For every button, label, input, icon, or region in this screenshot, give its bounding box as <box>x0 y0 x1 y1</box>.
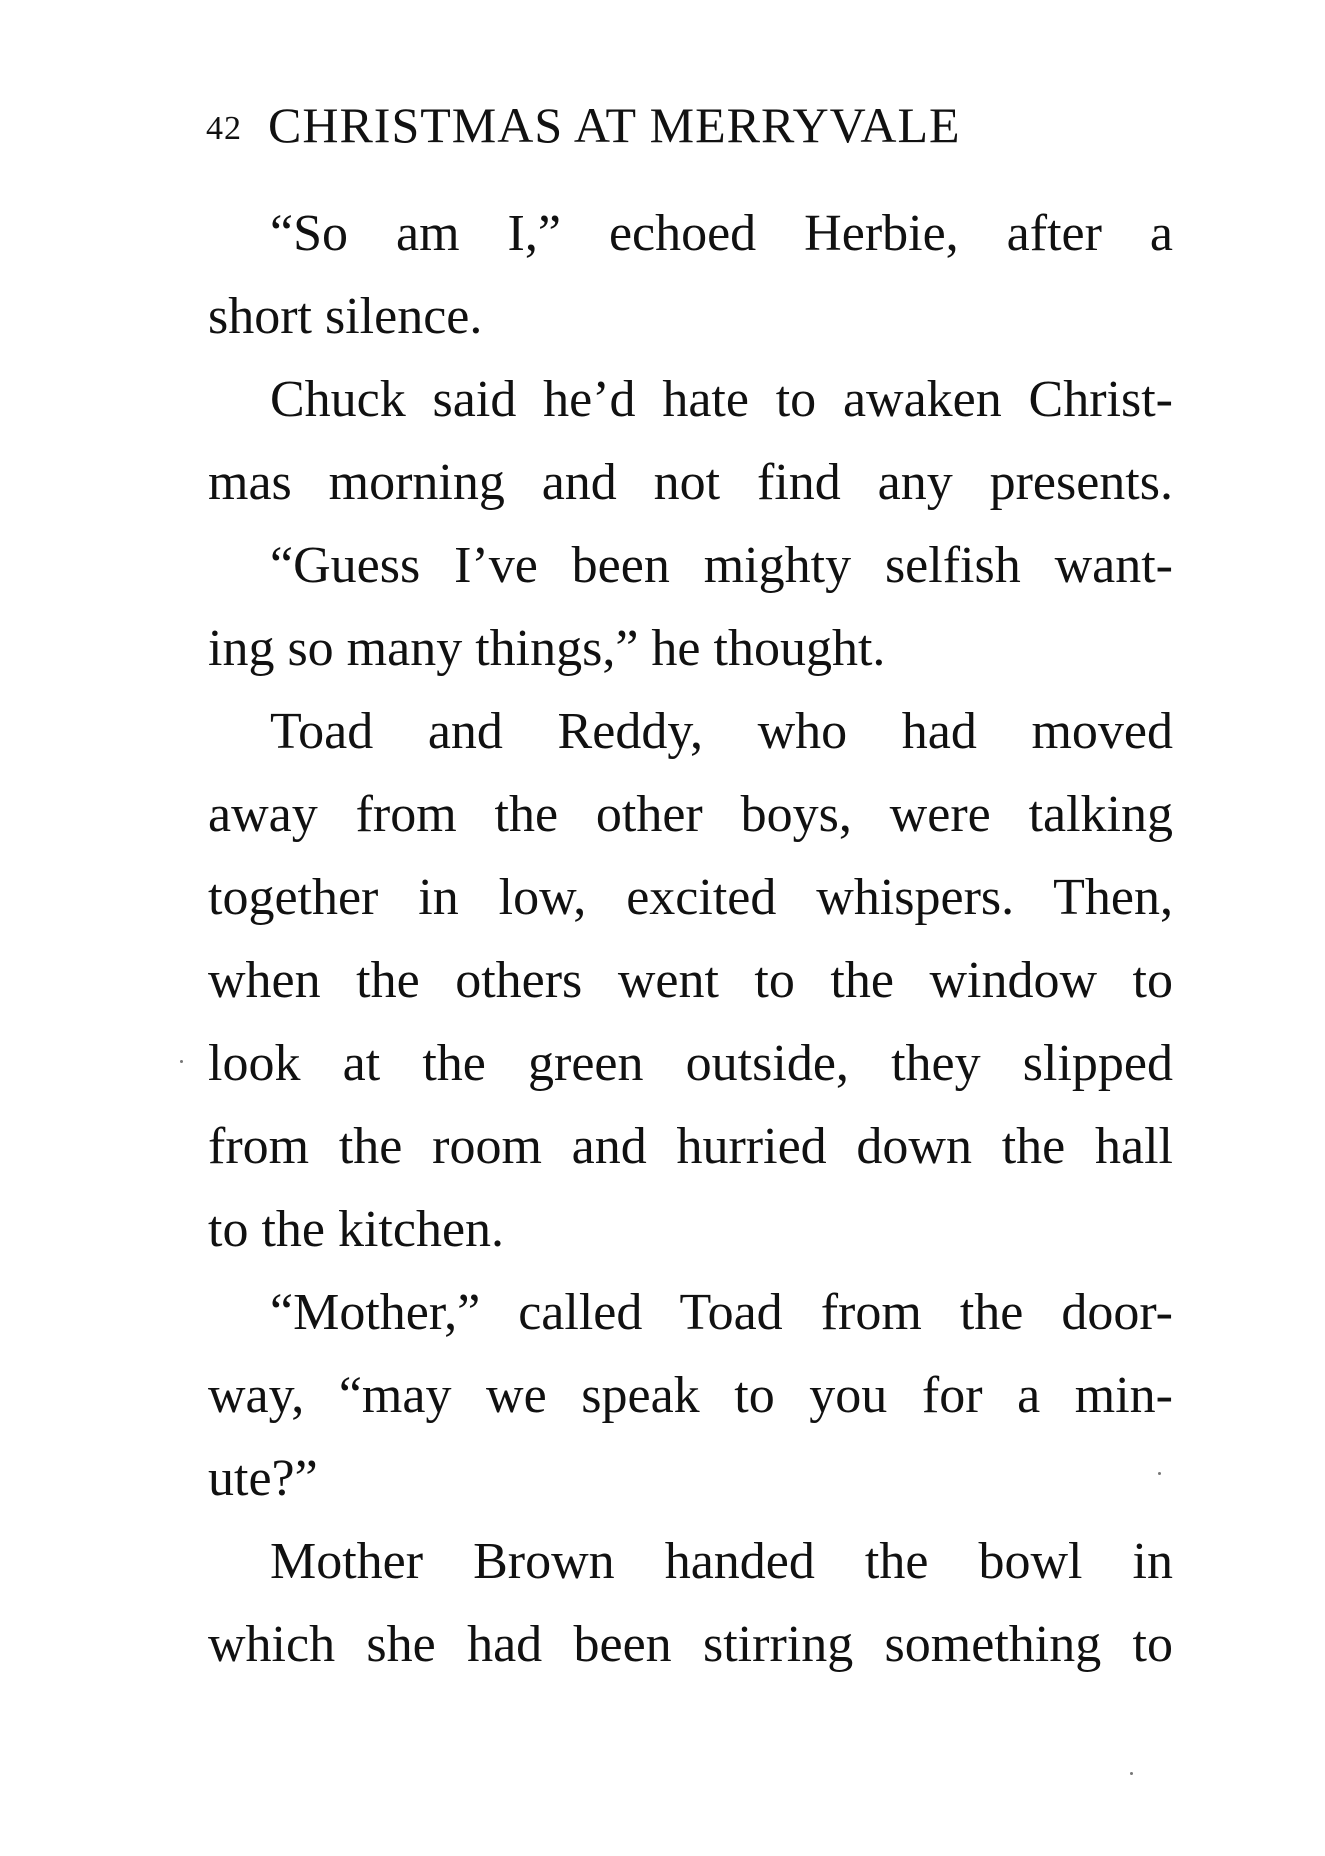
text-line: look at the green outside, they slipped <box>208 1035 1173 1092</box>
running-header <box>206 96 961 154</box>
text-line: “Mother,” called Toad from the door- <box>270 1284 1173 1341</box>
text-line: ing so many things,” he thought. <box>208 620 886 677</box>
text-line: to the kitchen. <box>208 1201 505 1258</box>
text-line: which she had been stirring something to <box>208 1616 1173 1673</box>
page-number: 42 <box>206 110 242 147</box>
print-speck <box>1130 1772 1133 1775</box>
print-speck <box>180 1060 183 1063</box>
text-line: Toad and Reddy, who had moved <box>270 703 1173 760</box>
text-line: together in low, excited whispers. Then, <box>208 869 1173 926</box>
running-title: CHRISTMAS AT MERRYVALE <box>268 97 961 153</box>
print-speck <box>1158 1472 1161 1475</box>
text-line: Chuck said he’d hate to awaken Christ- <box>270 371 1173 428</box>
text-line: mas morning and not find any presents. <box>208 454 1173 511</box>
text-line: short silence. <box>208 288 483 345</box>
text-line: way, “may we speak to you for a min- <box>208 1367 1173 1424</box>
body-text <box>208 192 1173 1686</box>
text-line: “Guess I’ve been mighty selfish want- <box>270 537 1173 594</box>
text-line: “So am I,” echoed Herbie, after a <box>270 205 1173 262</box>
text-line: ute?” <box>208 1450 318 1507</box>
text-line: when the others went to the window to <box>208 952 1173 1009</box>
text-line: Mother Brown handed the bowl in <box>270 1533 1173 1590</box>
text-line: away from the other boys, were talking <box>208 786 1173 843</box>
text-line: from the room and hurried down the hall <box>208 1118 1173 1175</box>
